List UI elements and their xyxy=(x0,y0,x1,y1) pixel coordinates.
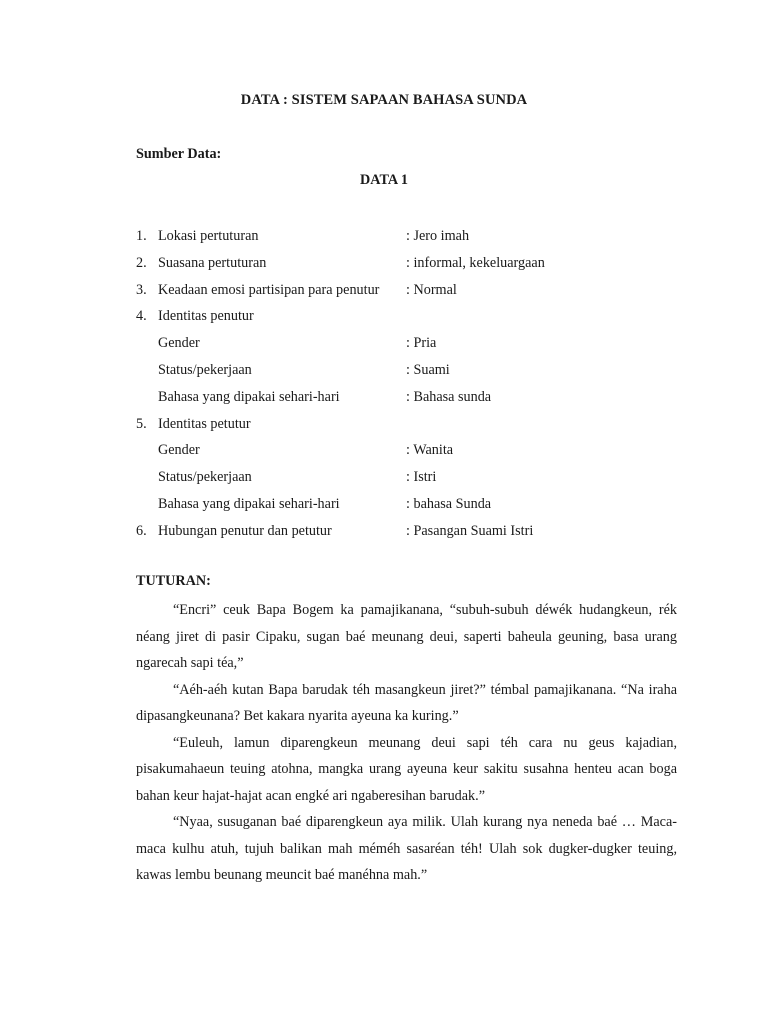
attribute-row xyxy=(136,467,656,494)
row-value: : Wanita xyxy=(406,442,454,459)
row-value: : Istri xyxy=(406,469,437,486)
attribute-row xyxy=(136,521,656,548)
speech-body xyxy=(136,597,677,889)
row-label: Status/pekerjaan xyxy=(158,361,252,378)
attribute-row xyxy=(136,387,656,414)
row-value: : Pasangan Suami Istri xyxy=(406,522,534,539)
attribute-row xyxy=(136,306,656,333)
row-number: 5. xyxy=(136,415,147,432)
speech-paragraph: “Nyaa, susuganan baé diparengkeun aya milik. Ulah kurang nya neneda baé … Maca-maca kulhu atuh, tujuh balikan mah méméh sasaréan téh! Ulah sok dugker-dugker teuing, kawas lembu beunang meuncit baé manéhna mah.” xyxy=(136,814,677,883)
row-label: Keadaan emosi partisipan para penutur xyxy=(158,281,380,298)
row-value: : Jero imah xyxy=(406,228,470,244)
attribute-row xyxy=(136,226,656,253)
row-value: : Pria xyxy=(406,335,437,352)
row-label: Gender xyxy=(158,335,200,352)
row-number: 4. xyxy=(136,308,147,325)
row-value: : bahasa Sunda xyxy=(406,495,492,512)
row-label: Identitas petutur xyxy=(158,415,251,432)
data-attribute-list xyxy=(136,226,656,548)
speech-paragraph: “Encri” ceuk Bapa Bogem ka pamajikanana, “subuh-subuh déwék hudangkeun, rék néang jiret di pasir Cipaku, sugan baé meunang deui, saperti baheula geuning, basa urang ngarecah sapi téa,” xyxy=(136,602,677,671)
speech-heading: TUTURAN: xyxy=(136,573,211,589)
speech-paragraph: “Aéh-aéh kutan Bapa barudak téh masangkeun jiret?” témbal pamajikanana. “Na iraha dipasangkeunana? Bet kakara nyarita ayeuna ka kuring.” xyxy=(136,681,677,724)
row-label: Bahasa yang dipakai sehari-hari xyxy=(158,388,340,405)
row-label: Hubungan penutur dan petutur xyxy=(158,522,332,539)
row-value: : Normal xyxy=(406,281,457,298)
row-value: : Suami xyxy=(406,361,450,378)
attribute-row xyxy=(136,360,656,387)
row-number: 6. xyxy=(136,522,147,539)
row-value: : Bahasa sunda xyxy=(406,388,492,405)
attribute-row xyxy=(136,440,656,467)
attribute-row xyxy=(136,414,656,441)
row-label: Identitas penutur xyxy=(158,308,254,325)
row-label: Suasana pertuturan xyxy=(158,254,267,271)
row-label: Lokasi pertuturan xyxy=(158,228,259,244)
attribute-row xyxy=(136,494,656,521)
row-number: 2. xyxy=(136,254,147,271)
speech-paragraph: “Euleuh, lamun diparengkeun meunang deui sapi téh cara nu geus kajadian, pisakumahaeun teuing atohna, mangka urang ayeuna keur sakitu susahna henteu acan boga bahan keur hajat-hajat acan engké ari ngaberesihan barudak.” xyxy=(136,734,677,804)
data-heading: DATA 1 xyxy=(360,172,408,188)
attribute-row xyxy=(136,333,656,360)
row-number: 3. xyxy=(136,281,147,298)
source-data-label: Sumber Data: xyxy=(136,146,222,162)
row-number: 1. xyxy=(136,228,147,244)
row-label: Bahasa yang dipakai sehari-hari xyxy=(158,495,340,512)
row-label: Status/pekerjaan xyxy=(158,469,252,486)
attribute-row xyxy=(136,280,656,307)
row-value: : informal, kekeluargaan xyxy=(406,254,545,271)
attribute-row xyxy=(136,253,656,280)
document-title: DATA : SISTEM SAPAAN BAHASA SUNDA xyxy=(240,92,528,108)
row-label: Gender xyxy=(158,442,200,459)
